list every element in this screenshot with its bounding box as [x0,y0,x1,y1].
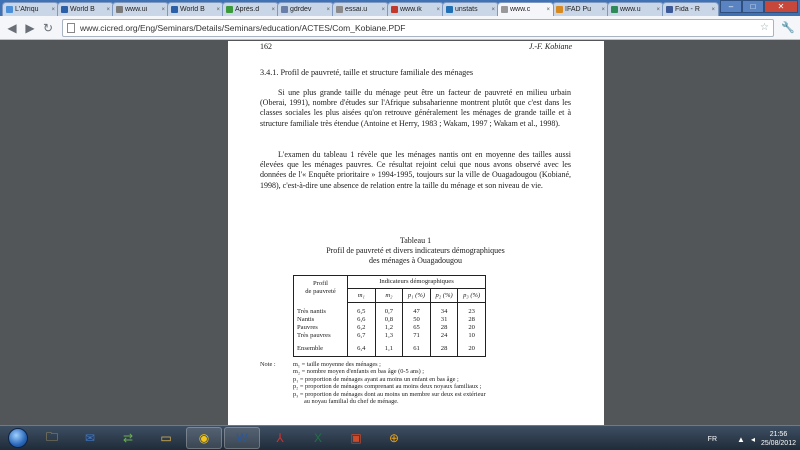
tab-label: www.ik [400,6,422,13]
table-cell: 1,2 [384,324,394,331]
clock-date: 25/08/2012 [760,440,796,447]
volume-icon[interactable]: ◂ [750,434,755,444]
word-taskbar-icon[interactable]: W [224,427,260,449]
note-label: Note : [260,361,276,368]
column-header: p₂ (%) [431,289,459,302]
table-cell: 50 [413,316,420,323]
tab-favicon-icon [6,6,13,13]
url-text[interactable]: www.cicred.org/Eng/Seminars/Details/Seminars/education/ACTES/Com_Kobiane.PDF [80,22,406,33]
pdf-viewer[interactable] [0,41,800,425]
profile-header-line2: de pauvreté [305,288,336,295]
total-cell: 6,4 [357,345,366,352]
paragraph-2: L'examen du tableau 1 révèle que les ménages nantis ont en moyenne des tailles aussi élevées que les ménages pauvres. Ce résultat rejoint celui que nous avons observé avec les données de l'« Enquête prioritaire » 1994-1995, toujours sur la ville de Ouagadougou (Kobiané, 1998), c'est-à-dire une absence de relation entre la taille du ménage et son niveau de vie. [260,150,571,190]
indicators-header: Indicateurs démographiques [348,276,485,289]
tab-close-icon[interactable]: × [546,6,550,13]
tab-label: L'Afriqu [15,6,39,13]
tab-favicon-icon [116,6,123,13]
table-cell: 24 [440,332,448,339]
forward-icon[interactable]: ▶ [25,20,35,35]
tab-label: www.c [510,6,531,13]
note-line: au noyau familial du chef de ménage. [304,398,399,406]
wrench-menu-icon[interactable]: 🔧 [781,22,795,34]
table-cell: 65 [413,324,420,331]
excel-taskbar-icon[interactable]: X [313,431,322,445]
taskbar-apps [32,427,412,449]
browser-tab[interactable] [332,2,389,16]
table-cell: 28 [468,316,475,323]
tab-label: World B [180,6,205,13]
language-indicator[interactable]: FR [707,435,718,443]
tab-close-icon[interactable]: × [216,6,220,13]
column-header: m₁ [348,289,376,302]
window-controls [720,0,798,13]
value-column [458,303,485,356]
clock-time: 21:56 [769,431,788,438]
browser-tab[interactable] [222,2,279,16]
total-cell: 61 [413,345,420,352]
pdf-page [228,41,604,425]
note-line: m₁ = taille moyenne des ménages ; [293,361,381,368]
table-values [348,303,485,356]
table-caption-number: Tableau 1 [399,236,432,245]
tab-favicon-icon [446,6,453,13]
data-table [293,275,486,357]
row-label: Très nantis [297,308,326,315]
note-line: p₁ = proportion de ménages ayant au moins un enfant en bas âge ; [293,375,459,383]
tab-close-icon[interactable]: × [656,6,660,13]
start-button[interactable] [4,426,32,450]
browser-toolbar [0,16,800,40]
table-cell: 1,3 [384,332,394,339]
row-label: Très pauvres [297,332,331,339]
browser-tab[interactable] [662,2,719,16]
tab-label: www.ui [125,6,148,13]
tab-favicon-icon [281,6,288,13]
table-cell: 0,7 [384,308,394,315]
profile-column [294,276,348,356]
network-taskbar-icon[interactable]: ⇄ [122,431,134,445]
table-cell: 6,7 [357,332,366,339]
tab-close-icon[interactable]: × [491,6,495,13]
table-cell: 31 [440,316,448,323]
tab-favicon-icon [226,6,233,13]
column-header: p₃ (%) [463,292,481,299]
tab-favicon-icon [391,6,398,13]
column-headers [348,289,485,303]
paragraph-1: Si une plus grande taille du ménage peut être un facteur de pauvreté en milieu urbain (Oberai, 1991), nombre d'études sur l'Afrique subsaharienne montrent plutôt que c'est dans les classes sociales les plus aisées qu'on retrouve généralement les ménages de grande taille et à structure familiale très étendue (Antoine et Herry, 1983 ; Wakam, 1997 ; Wakam et al., 1998). [260,88,571,128]
reload-icon[interactable]: ↻ [42,20,54,35]
row-labels [297,308,331,353]
section-title: 3.4.1. Profil de pauvreté, taille et structure familiale des ménages [260,68,474,77]
table-caption-title: Profil de pauvreté et divers indicateurs démographiques [326,246,505,255]
table-cell: 28 [440,324,448,331]
table-cell: 6,5 [357,308,366,315]
value-column [403,303,431,356]
windows-orb-icon [8,428,28,448]
total-row-label: Ensemble [297,345,324,352]
tab-close-icon[interactable]: × [601,6,605,13]
table-cell: 6,6 [357,316,366,323]
column-header: m₂ [376,289,404,302]
table-cell: 0,8 [384,316,394,323]
tab-strip [0,0,800,16]
explorer-taskbar-icon[interactable]: 🗀 [45,429,58,444]
tab-favicon-icon [61,6,68,13]
tab-favicon-icon [501,6,508,13]
tab-label: unstats [455,6,478,13]
tab-label: Fida - R [675,6,700,13]
back-icon[interactable]: ◀ [7,20,17,35]
table-cell: 20 [468,324,475,331]
tab-close-icon[interactable]: × [326,6,330,13]
tab-favicon-icon [171,6,178,13]
table-cell: 10 [468,332,475,339]
bookmark-star-icon[interactable]: ☆ [760,22,769,33]
tab-close-icon[interactable]: × [381,6,385,13]
taskbar [0,425,800,450]
total-cell: 28 [440,345,448,352]
browser-tab[interactable] [607,2,664,16]
profile-header [294,280,347,296]
note-line: m₂ = nombre moyen d'enfants en bas âge (0-5 ans) ; [293,368,425,376]
table-cell: 6,2 [357,324,366,331]
note-line: p₂ = proportion de ménages comprenant au moins deux noyaux familiaux ; [293,383,482,391]
tab-close-icon[interactable]: × [106,6,110,13]
table-cell: 71 [413,332,420,339]
tab-label: essai.u [345,6,368,13]
note-items [293,361,533,405]
globe-taskbar-icon[interactable]: ⊕ [388,431,400,445]
tray-arrow-icon[interactable]: ▲ [737,434,745,444]
table-caption-subtitle: des ménages à Ouagadougou [368,256,463,265]
browser-tab[interactable] [2,2,59,16]
running-author: J.-F. Kobiane [528,42,572,51]
tab-close-icon[interactable]: × [711,6,715,13]
browser-tab[interactable] [442,2,499,16]
clock[interactable] [761,430,796,448]
tab-favicon-icon [336,6,343,13]
folder-taskbar-icon[interactable]: ▭ [160,431,172,445]
browser-tab[interactable] [167,2,224,16]
outlook-taskbar-icon[interactable]: ✉ [84,431,96,445]
browser-tab[interactable] [387,2,444,16]
tab-close-icon[interactable]: × [271,6,275,13]
browser-tab[interactable] [112,2,169,16]
value-column [431,303,459,356]
viewer-taskbar-icon[interactable]: ▣ [350,431,362,445]
close-window-button[interactable]: ✕ [764,0,798,13]
total-cell: 20 [468,345,475,352]
profile-header-line1: Profil [312,280,329,287]
minimize-button[interactable]: – [720,0,742,13]
acrobat-taskbar-icon[interactable]: ⅄ [276,431,284,445]
tab-close-icon[interactable]: × [51,6,55,13]
system-tray [708,428,796,450]
table-cell: 47 [413,308,420,315]
browser-tab[interactable] [277,2,334,16]
tab-close-icon[interactable]: × [436,6,440,13]
browser-tab[interactable] [552,2,609,16]
value-column [376,303,404,356]
tab-label: www.u [620,6,641,13]
maximize-button[interactable]: □ [742,0,764,13]
tab-favicon-icon [611,6,618,13]
page-number: 162 [260,42,272,51]
browser-tab[interactable] [57,2,114,16]
note-line: p₃ = proportion de ménages dont au moins un membre sur deux est extérieur [293,390,486,398]
table-cell: 34 [440,308,448,315]
tab-label: World B [70,6,95,13]
tab-favicon-icon [666,6,673,13]
column-header: p₁ (%) [403,289,431,302]
page-icon [67,23,75,33]
value-column [348,303,376,356]
total-cell: 1,1 [384,345,394,352]
row-label: Pauvres [297,324,318,331]
tab-label: IFAD Pu [565,6,592,13]
tab-favicon-icon [556,6,563,13]
tab-label: gdrdev [290,6,312,13]
row-label: Nantis [297,316,315,323]
chrome-taskbar-icon[interactable]: ◉ [186,427,222,449]
browser-tab[interactable] [497,2,554,16]
running-head [260,42,572,51]
address-bar[interactable] [62,19,774,37]
tab-label: Après.d [235,6,260,13]
tab-close-icon[interactable]: × [161,6,165,13]
table-cell: 23 [468,308,475,315]
